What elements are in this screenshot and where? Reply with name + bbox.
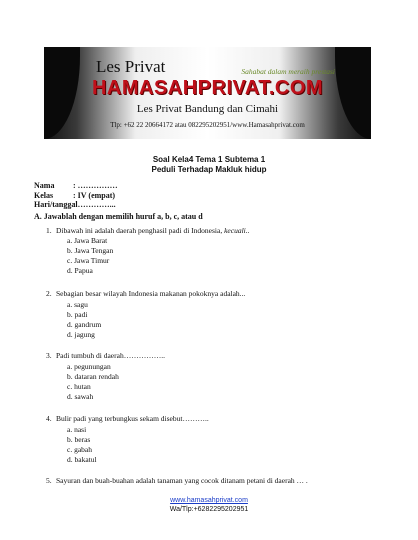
info-row-nama (34, 181, 118, 190)
option: c. gabah (67, 445, 92, 454)
info-value: : …………... (73, 200, 116, 209)
option: b. dataran rendah (67, 372, 119, 381)
banner-brand: Les Privat (96, 57, 166, 76)
option: a. pegunungan (67, 362, 111, 371)
option: c. Jawa Timur (67, 256, 110, 265)
question-5 (46, 476, 308, 485)
question-3 (46, 351, 165, 360)
header-banner (44, 47, 371, 139)
option: b. beras (67, 435, 91, 444)
option: b. padi (67, 310, 88, 319)
question-1 (46, 226, 250, 235)
option: d. sawah (67, 392, 94, 401)
option: d. gandrum (67, 320, 102, 329)
banner-title: HAMASAHPRIVAT.COM (91, 77, 324, 99)
question-number: 1. (46, 226, 52, 235)
option: d. jagung (67, 330, 95, 339)
footer-website-link[interactable]: www.hamasahprivat.com (170, 497, 248, 504)
question-text: Sebagian besar wilayah Indonesia makanan pokoknya adalah... (56, 289, 246, 298)
option: b. Jawa Tengan (67, 246, 114, 255)
question-4 (46, 414, 209, 423)
question-number: 4. (46, 414, 52, 423)
option: a. nasi (67, 425, 87, 434)
info-row-kelas (34, 191, 115, 200)
question-number: 3. (46, 351, 52, 360)
info-value: : IV (empat) (73, 191, 116, 200)
option: a. Jawa Barat (67, 236, 108, 245)
option: a. sagu (67, 300, 88, 309)
info-row-hari (34, 200, 116, 209)
banner-tagline: Sahabat dalam meraih prestasi (241, 67, 335, 76)
question-number: 2. (46, 289, 52, 298)
question-text: Sayuran dan buah-buahan adalah tanaman yang cocok ditanam petani di daerah … . (56, 476, 308, 485)
section-title: A. Jawablah dengan memilih huruf a, b, c, atau d (34, 212, 203, 221)
info-label: Kelas (34, 191, 54, 200)
option: d. Papua (67, 266, 93, 275)
option: d. bakatul (67, 455, 97, 464)
question-text: Bulir padi yang terbungkus sekam disebut……….. (56, 414, 209, 423)
option: c. hutan (67, 382, 91, 391)
worksheet-subtitle: Peduli Terhadap Makluk hidup (151, 165, 267, 174)
question-text: Padi tumbuh di daerah…………….. (56, 351, 165, 360)
banner-subtitle: Les Privat Bandung dan Cimahi (136, 103, 279, 115)
question-2 (46, 289, 246, 298)
info-label: Hari/tanggal (34, 200, 78, 209)
info-value: : …………… (73, 181, 118, 190)
footer-whatsapp: Wa/Tlp:+6282295202951 (169, 506, 249, 513)
question-text: Dibawah ini adalah daerah penghasil padi di Indonesia, (56, 226, 225, 235)
question-number: 5. (46, 476, 52, 485)
banner-contact: Tlp: +62 22 20664172 atau 082295202951/www.Hamasahprivat.com (110, 121, 305, 129)
worksheet-title: Soal Kela4 Tema 1 Subtema 1 (152, 155, 266, 164)
question-emphasis: kecuali.. (224, 226, 250, 235)
info-label: Nama (34, 181, 55, 190)
